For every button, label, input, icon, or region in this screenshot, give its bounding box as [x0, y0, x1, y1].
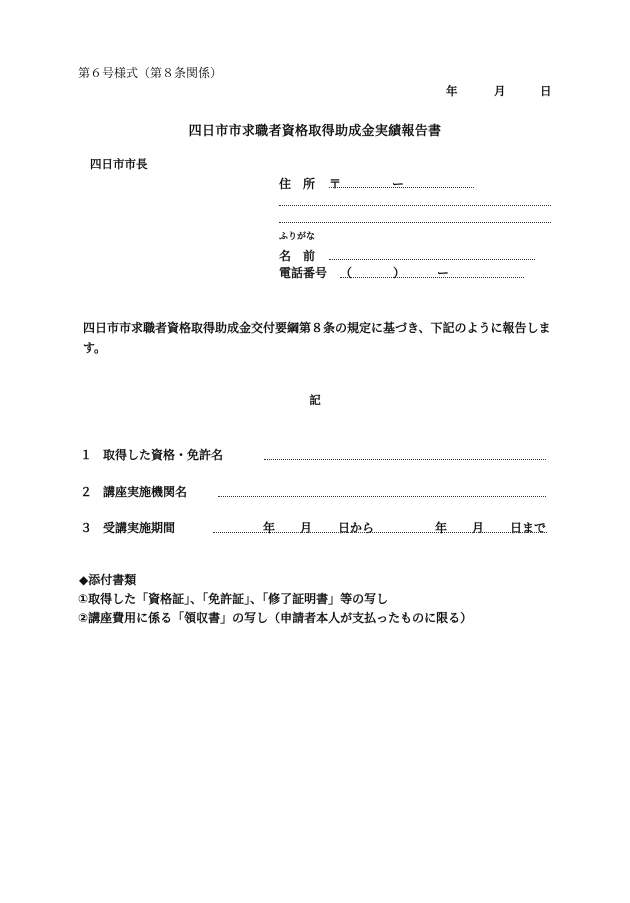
period-year-from: 年 — [263, 521, 276, 535]
attachment-item: ②講座費用に係る「領収書」の写し（申請者本人が支払ったものに限る） — [78, 611, 473, 625]
address-label: 住 所 — [279, 177, 316, 191]
item-number: １ — [80, 448, 93, 462]
phone-close-paren: ） — [393, 266, 406, 280]
item-number: ２ — [80, 485, 93, 499]
item-label: 講座実施機関名 — [103, 485, 188, 499]
name-label: 名 前 — [279, 249, 316, 263]
phone-open-paren: （ — [340, 266, 353, 280]
item-label: 取得した資格・免許名 — [103, 448, 224, 462]
body-text: 四日市市求職者資格取得助成金交付要綱第８条の規定に基づき、下記のように報告します。 — [83, 321, 551, 355]
item-number: ３ — [80, 521, 93, 535]
period-month-from: 月 — [300, 521, 313, 535]
date-month-label: 月 — [494, 84, 506, 98]
ki-heading: 記 — [309, 393, 321, 407]
postal-code-field[interactable] — [329, 187, 474, 188]
attachments-heading: ◆添付書類 — [79, 573, 137, 587]
addressee: 四日市市長 — [90, 157, 148, 171]
course-provider-field[interactable] — [218, 496, 546, 497]
postal-mark: 〒 — [329, 177, 342, 191]
address-field-line-2[interactable] — [279, 222, 551, 223]
qualification-name-field[interactable] — [264, 459, 546, 460]
period-day-to: 日まで — [510, 521, 547, 535]
document-title: 四日市市求職者資格取得助成金実績報告書 — [188, 124, 442, 139]
attachment-item: ①取得した「資格証」、「免許証」、「修了証明書」等の写し — [78, 592, 389, 606]
date-year-label: 年 — [446, 84, 458, 98]
course-period-field[interactable] — [213, 532, 547, 533]
date-day-label: 日 — [540, 84, 552, 98]
phone-label: 電話番号 — [279, 266, 328, 280]
phone-field[interactable] — [340, 277, 524, 278]
name-field[interactable] — [329, 259, 535, 260]
period-month-to: 月 — [472, 521, 485, 535]
form-number: 第６号様式（第８条関係） — [78, 66, 223, 80]
address-field-line-1[interactable] — [279, 205, 551, 206]
postal-dash: ー — [392, 177, 405, 191]
furigana-label: ふりがな — [279, 232, 316, 242]
item-label: 受講実施期間 — [103, 521, 176, 535]
period-year-to: 年 — [435, 521, 448, 535]
period-day-from: 日から — [338, 521, 375, 535]
phone-dash: ー — [437, 266, 450, 280]
